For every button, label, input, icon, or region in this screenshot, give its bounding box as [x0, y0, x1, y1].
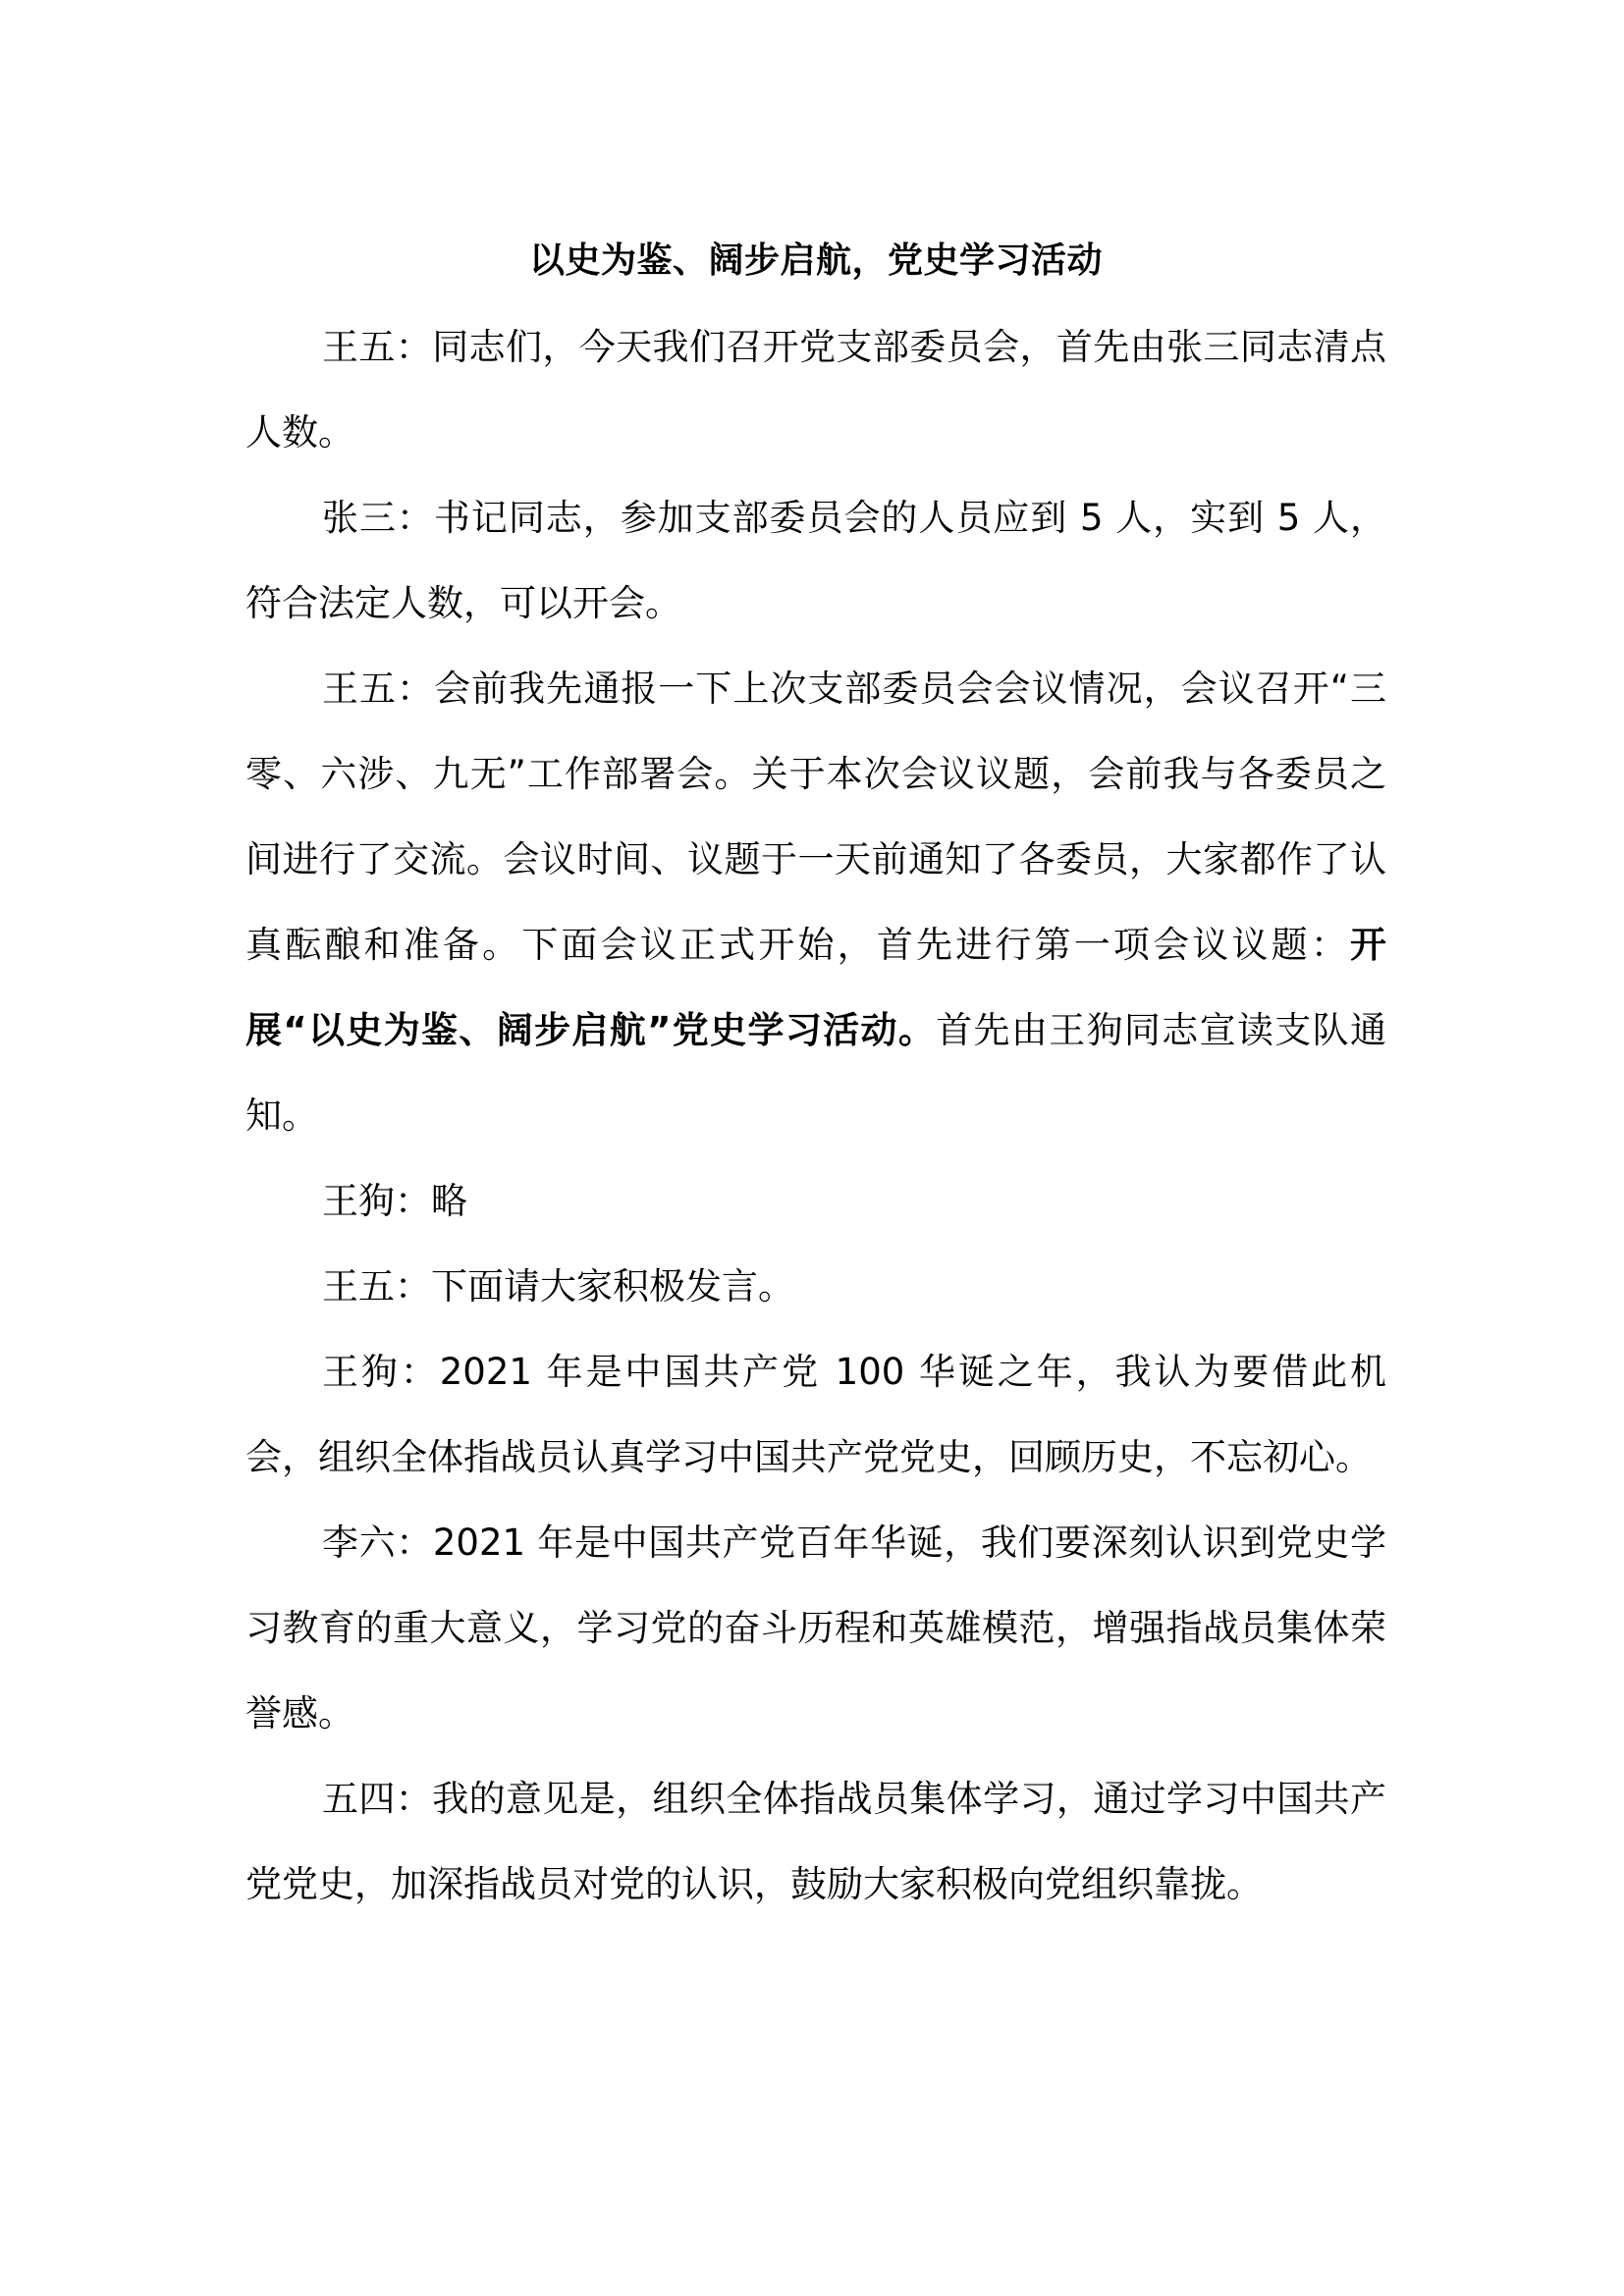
- paragraph-5: [245, 1244, 1386, 1329]
- paragraph-text: 同志们，今天我们召开党支部委员会，首先由张三同志清点人数。: [245, 326, 1387, 454]
- paragraph-text: 下面请大家积极发言。: [431, 1265, 794, 1308]
- speaker-name: 王狗：: [322, 1180, 431, 1222]
- speaker-name: 王五：: [322, 667, 435, 710]
- paragraph-8: [245, 1756, 1386, 1927]
- speaker-name: 王五：: [322, 1265, 431, 1308]
- paragraph-4: [245, 1158, 1386, 1244]
- speaker-name: 王狗：: [322, 1351, 440, 1393]
- speaker-name: 五四：: [322, 1778, 433, 1820]
- paragraph-3: [245, 646, 1386, 1158]
- agenda-topic-bold: 开展“以史为鉴、阔步启航”党史学习活动。: [245, 924, 1386, 1051]
- paragraph-text-continued: 首先由王狗同志宣读支队通知。: [245, 1009, 1387, 1137]
- speaker-name: 李六：: [322, 1522, 433, 1564]
- document-body: [245, 218, 1386, 1927]
- paragraph-text: 会前我先通报一下上次支部委员会会议情况，会议召开“三零、六涉、九无”工作部署会。关于本次会议议题，会前我与各委员之间进行了交流。会议时间、议题于一天前通知了各委员，大家都作了认真酝酿和准备。下面会议正式开始，首先进行第一项会议议题：: [245, 667, 1387, 966]
- paragraph-text: 我的意见是，组织全体指战员集体学习，通过学习中国共产党党史，加深指战员对党的认识，鼓励大家积极向党组织靠拢。: [245, 1778, 1387, 1905]
- paragraph-1: [245, 304, 1386, 475]
- paragraph-text: 略: [431, 1180, 467, 1222]
- paragraph-7: [245, 1500, 1386, 1756]
- paragraph-text: 2021 年是中国共产党百年华诞，我们要深刻认识到党史学习教育的重大意义，学习党的奋斗历程和英雄模范，增强指战员集体荣誉感。: [245, 1522, 1386, 1735]
- paragraph-6: [245, 1329, 1386, 1500]
- paragraph-text: 书记同志，参加支部委员会的人员应到 5 人，实到 5 人，符合法定人数，可以开会。: [245, 497, 1387, 624]
- speaker-name: 张三：: [322, 497, 434, 539]
- paragraph-2: [245, 475, 1386, 646]
- document-title: 以史为鉴、阔步启航，党史学习活动: [528, 240, 1103, 281]
- paragraph-text: 2021 年是中国共产党 100 华诞之年，我认为要借此机会，组织全体指战员认真学习中国共产党党史，回顾历史，不忘初心。: [245, 1351, 1386, 1478]
- speaker-name: 王五：: [322, 326, 433, 368]
